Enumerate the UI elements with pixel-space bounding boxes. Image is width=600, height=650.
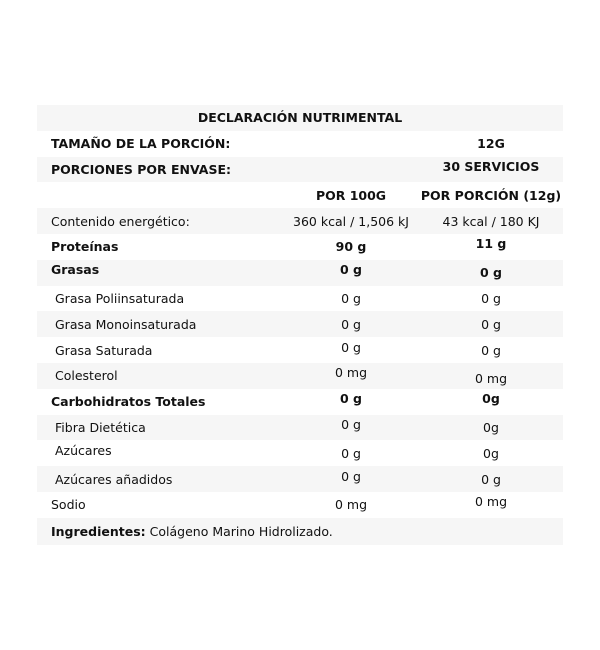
row-label: Grasas (51, 262, 100, 278)
row-label: Grasa Poliinsaturada (55, 290, 185, 306)
row-label: Contenido energético: (51, 213, 190, 229)
header-per100: POR 100G (315, 187, 387, 203)
column-header-row (37, 182, 563, 208)
nutrition-table (37, 105, 563, 545)
row-per-serving: 0g (482, 391, 500, 407)
serving-size-label: TAMAÑO DE LA PORCIÓN: (51, 136, 231, 152)
title-text: DECLARACIÓN NUTRIMENTAL (197, 110, 403, 126)
row-per100: 0 g (340, 262, 362, 278)
ingredients-row (37, 518, 563, 545)
table-row (37, 337, 563, 363)
row-per-serving: 0 g (480, 265, 502, 281)
row-per100: 0 g (341, 468, 361, 484)
table-row (37, 415, 563, 441)
ingredients-text (37, 524, 333, 539)
table-title (37, 105, 563, 131)
table-row (37, 466, 563, 492)
table-row (37, 286, 563, 312)
row-per-serving: 43 kcal / 180 KJ (442, 213, 540, 229)
row-per-serving: 0 g (481, 290, 501, 306)
table-row (37, 208, 563, 234)
ingredients-label: Ingredientes: (51, 523, 146, 539)
table-row (37, 311, 563, 337)
row-label: Proteínas (51, 239, 119, 255)
row-label: Sodio (51, 497, 86, 513)
table-row (37, 260, 563, 286)
row-per100: 0 mg (334, 365, 368, 381)
serving-size-value: 12G (477, 136, 505, 152)
row-per-serving: 0 g (481, 342, 501, 358)
servings-value: 30 SERVICIOS (442, 158, 540, 174)
row-per-serving: 11 g (475, 236, 507, 252)
row-per100: 90 g (335, 239, 367, 255)
row-label: Grasa Monoinsaturada (55, 316, 197, 332)
row-per-serving: 0g (483, 419, 499, 435)
row-per-serving: 0g (483, 445, 499, 461)
table-row (37, 492, 563, 518)
table-row (37, 389, 563, 415)
row-label: Azúcares (55, 442, 112, 458)
ingredients-value: Colágeno Marino Hidrolizado. (149, 523, 333, 539)
row-per100: 0 g (341, 339, 361, 355)
serving-size-row (37, 131, 563, 157)
table-row (37, 440, 563, 466)
row-per100: 0 g (341, 416, 361, 432)
row-label: Carbohidratos Totales (51, 394, 206, 410)
servings-per-container-row (37, 157, 563, 183)
row-per-serving: 0 mg (474, 371, 508, 387)
servings-label: PORCIONES POR ENVASE: (51, 161, 232, 177)
row-per100: 0 g (340, 391, 362, 407)
table-row (37, 234, 563, 260)
header-per-serving: POR PORCIÓN (12g) (420, 187, 562, 203)
row-label: Fibra Dietética (55, 419, 146, 435)
row-per100: 0 g (341, 445, 361, 461)
row-per100: 0 g (341, 290, 361, 306)
table-row (37, 363, 563, 389)
row-per-serving: 0 mg (474, 494, 508, 510)
row-per-serving: 0 g (481, 471, 501, 487)
row-per-serving: 0 g (481, 316, 501, 332)
row-label: Azúcares añadidos (55, 471, 173, 487)
row-per100: 0 mg (334, 497, 368, 513)
row-per100: 0 g (341, 316, 361, 332)
row-label: Grasa Saturada (55, 342, 153, 358)
row-per100: 360 kcal / 1,506 kJ (293, 213, 409, 229)
row-label: Colesterol (55, 368, 118, 384)
